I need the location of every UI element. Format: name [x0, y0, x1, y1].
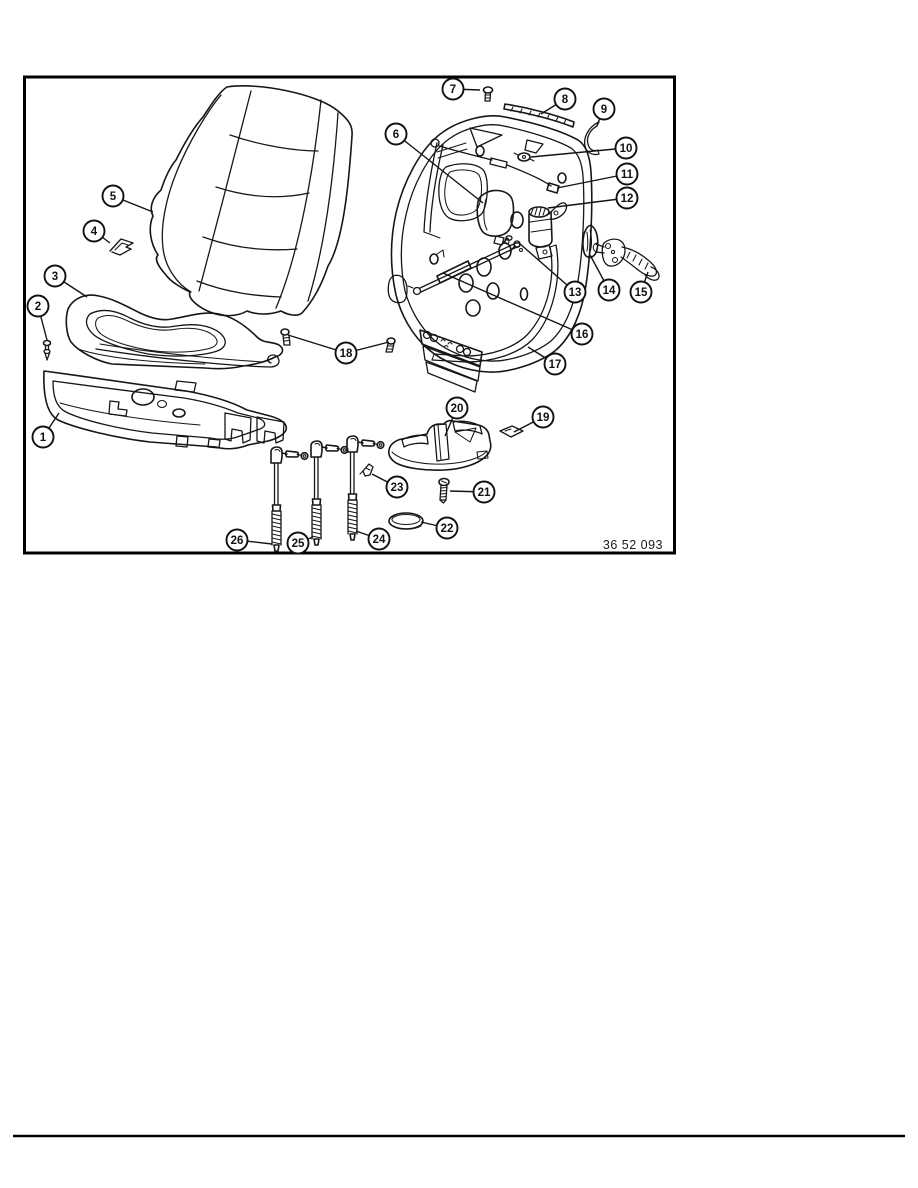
- callout-17: [545, 354, 566, 375]
- callout-18: [336, 343, 357, 364]
- seat-pan-drawing: [44, 371, 286, 449]
- callout-4: [84, 221, 105, 242]
- svg-text:6: 6: [392, 129, 400, 141]
- backrest-frame-drawing: [388, 116, 592, 392]
- callout-13: [565, 282, 586, 303]
- figure-border: [25, 77, 675, 553]
- svg-text:19: 19: [536, 412, 550, 424]
- leader-line-12: [548, 198, 627, 208]
- svg-text:22: 22: [440, 523, 454, 535]
- callout-balloons: [28, 79, 652, 554]
- svg-text:12: 12: [620, 193, 634, 205]
- cable-25: [311, 441, 348, 545]
- callout-10: [616, 138, 637, 159]
- svg-text:20: 20: [450, 403, 464, 415]
- callout-11: [617, 164, 638, 185]
- callout-26: [227, 530, 248, 551]
- svg-text:26: 26: [230, 535, 244, 547]
- callout-8: [555, 89, 576, 110]
- callout-2: [28, 296, 49, 317]
- callout-20: [447, 398, 468, 419]
- callout-3: [45, 266, 66, 287]
- callout-9: [594, 99, 615, 120]
- svg-text:13: 13: [568, 287, 582, 299]
- callout-6: [386, 124, 407, 145]
- callout-22: [437, 518, 458, 539]
- svg-text:7: 7: [449, 84, 457, 96]
- svg-text:10: 10: [619, 143, 633, 155]
- svg-text:3: 3: [51, 271, 59, 283]
- callout-14: [599, 280, 620, 301]
- svg-text:8: 8: [561, 94, 569, 106]
- svg-text:17: 17: [548, 359, 562, 371]
- callout-7: [443, 79, 464, 100]
- callout-23: [387, 477, 408, 498]
- backrest-cushion-drawing: [150, 86, 352, 316]
- svg-text:15: 15: [634, 287, 648, 299]
- leader-line-6: [396, 134, 483, 203]
- svg-text:21: 21: [477, 487, 491, 499]
- svg-text:25: 25: [291, 538, 305, 550]
- figure-code: 36 52 093: [602, 538, 663, 552]
- svg-text:23: 23: [390, 482, 404, 494]
- svg-text:11: 11: [620, 169, 634, 181]
- seat-cushion-drawing: [66, 295, 282, 368]
- callout-24: [369, 529, 390, 550]
- callout-25: [288, 533, 309, 554]
- leader-line-10: [531, 148, 626, 157]
- callout-12: [617, 188, 638, 209]
- callout-15: [631, 282, 652, 303]
- svg-text:1: 1: [39, 432, 47, 444]
- callout-5: [103, 186, 124, 207]
- svg-text:9: 9: [600, 104, 608, 116]
- leader-lines: [38, 89, 648, 544]
- svg-text:18: 18: [339, 348, 353, 360]
- svg-text:24: 24: [372, 534, 386, 546]
- svg-text:4: 4: [90, 226, 98, 238]
- svg-text:5: 5: [109, 191, 117, 203]
- cable-24: [347, 436, 384, 540]
- callout-1: [33, 427, 54, 448]
- svg-text:14: 14: [602, 285, 616, 297]
- callout-21: [474, 482, 495, 503]
- callout-19: [533, 407, 554, 428]
- svg-text:2: 2: [34, 301, 42, 313]
- svg-text:16: 16: [575, 329, 589, 341]
- leader-line-16: [443, 273, 582, 334]
- callout-16: [572, 324, 593, 345]
